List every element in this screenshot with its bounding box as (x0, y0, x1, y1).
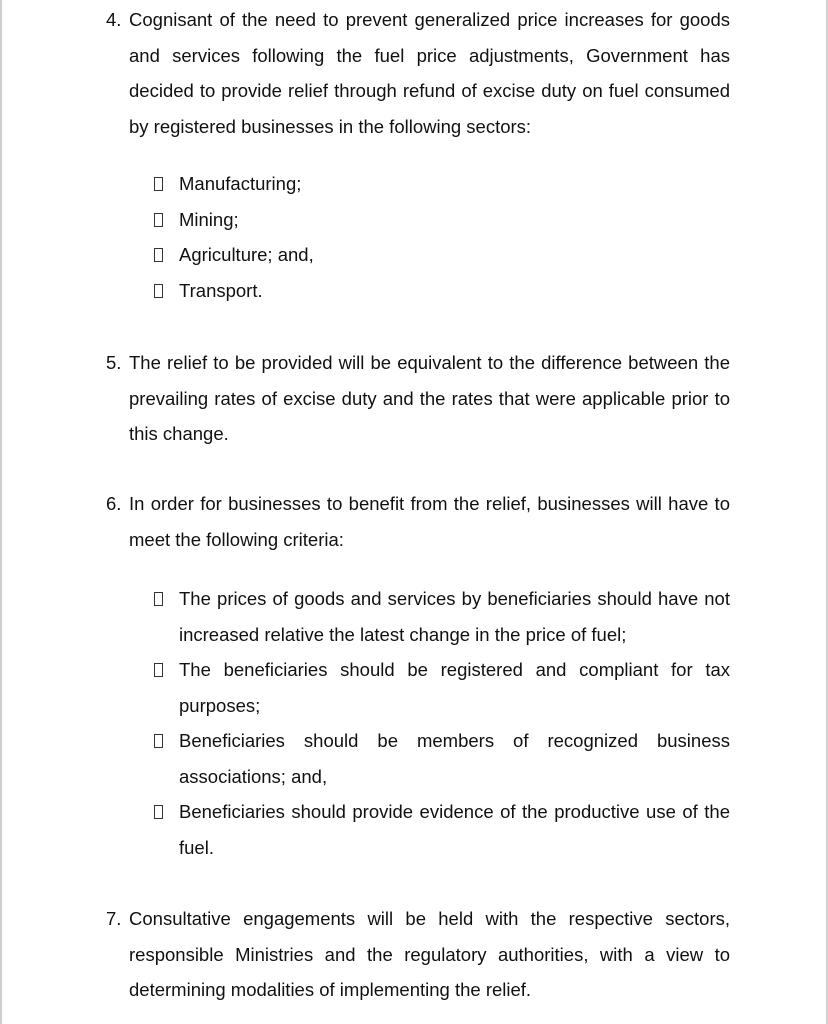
list-item-text: Manufacturing; (179, 173, 302, 194)
paragraph-number: 5. (106, 352, 122, 373)
list-item-text: The prices of goods and services by beneficiaries should have not increased relative the latest change in the price of fuel; (179, 588, 730, 645)
sector-list (154, 166, 730, 308)
paragraph-number: 7. (106, 908, 122, 929)
list-item (154, 273, 730, 309)
list-item-text: The beneficiaries should be registered and compliant for tax purposes; (179, 659, 730, 716)
list-item-text: Transport. (179, 279, 263, 301)
criteria-list (154, 581, 730, 865)
paragraph-4 (106, 2, 730, 144)
list-item (154, 166, 730, 202)
list-item (154, 202, 730, 238)
paragraph-text: Cognisant of the need to prevent generalized price increases for goods and services following the fuel price adjustments, Government has decided to provide relief through refund of excise duty on fuel consumed by registered businesses in the following sectors: (129, 9, 730, 137)
empty-box-bullet-icon (154, 177, 163, 191)
empty-box-bullet-icon (154, 663, 163, 677)
paragraph-6 (106, 486, 730, 557)
empty-box-bullet-icon (154, 248, 163, 262)
list-item (154, 794, 730, 865)
list-item (154, 237, 730, 273)
paragraph-number: 6. (106, 493, 122, 514)
list-item (154, 581, 730, 652)
list-item-text: Beneficiaries should provide evidence of the productive use of the fuel. (179, 801, 730, 858)
list-item-text: Mining; (179, 208, 239, 230)
paragraph-text: The relief to be provided will be equivalent to the difference between the prevailing rates of excise duty and the rates that were applicable prior to this change. (129, 352, 730, 444)
list-item-text: Agriculture; and, (179, 244, 314, 265)
paragraph-number: 4. (106, 9, 122, 30)
empty-box-bullet-icon (154, 734, 163, 748)
empty-box-bullet-icon (154, 213, 163, 227)
paragraph-text: In order for businesses to benefit from the relief, businesses will have to meet the following criteria: (129, 493, 730, 550)
empty-box-bullet-icon (154, 805, 163, 819)
paragraph-text: Consultative engagements will be held with the respective sectors, responsible Ministries and the regulatory authorities, with a view to determining modalities of implementing the relief. (129, 908, 730, 1000)
paragraph-7 (106, 901, 730, 1008)
list-item (154, 723, 730, 794)
list-item (154, 652, 730, 723)
paragraph-5 (106, 345, 730, 452)
empty-box-bullet-icon (154, 592, 163, 606)
list-item-text: Beneficiaries should be members of recognized business associations; and, (179, 730, 730, 787)
empty-box-bullet-icon (154, 284, 163, 298)
